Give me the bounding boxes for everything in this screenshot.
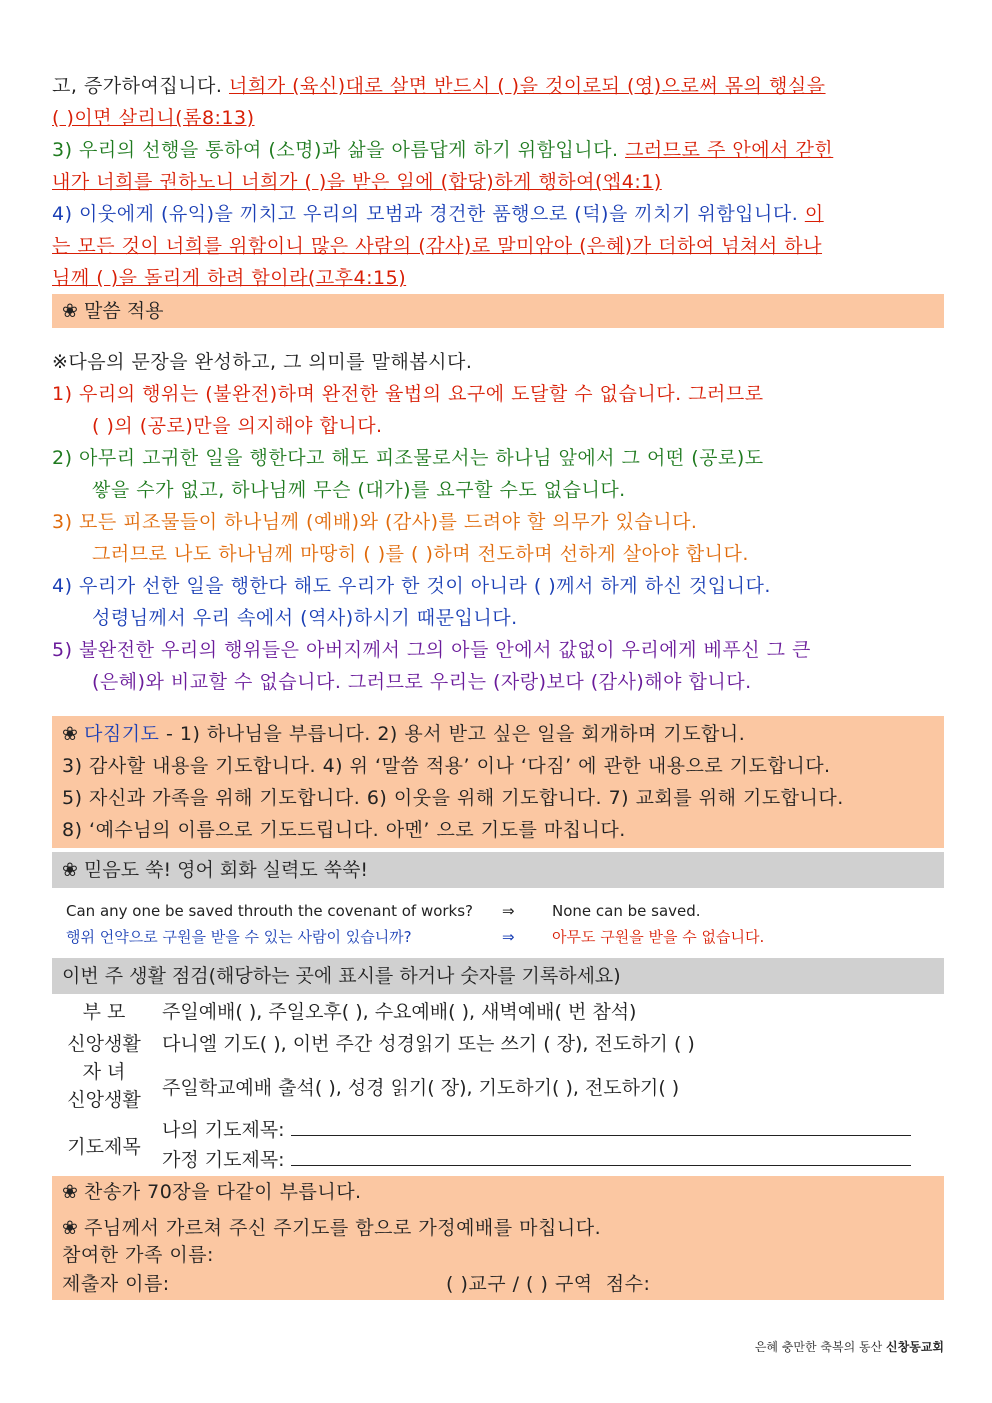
closing-box: [52, 1176, 944, 1300]
lord-prayer-line: ❀ 주님께서 가르쳐 주신 주기도를 함으로 가정예배를 마칩니다.: [62, 1214, 944, 1242]
apply-intro: ※다음의 문장을 완성하고, 그 의미를 말해봅시다.: [52, 351, 473, 373]
scripture-text: 너희가 (육신)대로 살면 반드시 ( )을 것이로되 (영)으로써 몸의 행실을: [229, 75, 826, 97]
check-table: [52, 994, 944, 1176]
district-field: ( )교구 / ( ) 구역: [446, 1273, 593, 1295]
text-line: [52, 230, 944, 262]
text-line: [52, 166, 944, 198]
scripture-text: 그러므로 주 안에서 갇힌: [625, 139, 834, 161]
prayer-line-4: 8) ‘예수님의 이름으로 기도드립니다. 아멘’ 으로 기도를 마칩니다.: [62, 819, 626, 841]
page: [52, 70, 944, 1300]
english-row: [52, 898, 944, 924]
flower-icon: ❀: [62, 1181, 79, 1203]
korean-row: [52, 924, 944, 950]
parents-label: 부 모: [82, 1000, 126, 1023]
apply-item-2-cont: 쌓을 수가 없고, 하나님께 무슨 (대가)를 요구할 수도 없습니다.: [92, 479, 626, 501]
flower-icon: ❀: [62, 859, 78, 881]
english-header: [52, 852, 944, 888]
question-en: Can any one be saved throuth the covenant of works?: [66, 902, 474, 920]
my-prayer-field[interactable]: 나의 기도제목:: [162, 1115, 938, 1145]
question-ko: 행위 언약으로 구원을 받을 수 있는 사람이 있습니까?: [66, 928, 412, 946]
arrow-icon: ⇒: [502, 928, 515, 946]
footer: [755, 1338, 944, 1355]
scripture-text: 는 모든 것이 너희를 위함이니 많은 사람의 (감사)로 말미암아 (은혜)가 더하여 넘쳐서 하나: [52, 235, 823, 257]
apply-item-5: 5) 불완전한 우리의 행위들은 아버지께서 그의 아들 안에서 값없이 우리에게 베푸신 그 큰: [52, 639, 811, 661]
text-line: [52, 198, 944, 230]
text: 3) 우리의 선행을 통하여 (소명)과 삶을 아름답게 하기 위함입니다.: [52, 139, 626, 161]
parents-row-2: 다니엘 기도( ), 이번 주간 성경읽기 또는 쓰기 ( 장), 전도하기 ( ): [162, 1032, 695, 1055]
answer-en: None can be saved.: [552, 902, 701, 920]
pray-label: 기도제목: [67, 1135, 141, 1158]
flower-icon: ❀: [62, 1217, 79, 1239]
children-label: 자 녀 신앙생활: [67, 1061, 141, 1111]
text: 고, 증가하여집니다.: [52, 75, 229, 97]
answer-ko: 아무도 구원을 받을 수 없습니다.: [552, 928, 765, 946]
section-title: 믿음도 쑥! 영어 회화 실력도 쑥쑥!: [84, 859, 369, 881]
apply-header: [52, 294, 944, 328]
text-line: [52, 70, 944, 102]
prayer-line-2: 3) 감사할 내용을 기도합니다. 4) 위 ‘말씀 적용’ 이나 ‘다짐’ 에 관한 내용으로 기도합니다.: [62, 755, 831, 777]
footer-slogan: 은혜 충만한 축복의 동산: [754, 1340, 887, 1354]
parents-label-2: 신앙생활: [67, 1032, 141, 1055]
apply-item-4: 4) 우리가 선한 일을 행한다 해도 우리가 한 것이 아니라 ( )께서 하게 하신 것입니다.: [52, 575, 771, 597]
scripture-text: 내가 너희를 권하노니 너희가 ( )을 받은 일에 (합당)하게 행하여(엡4:1): [52, 171, 662, 193]
scripture-text: ( )이면 살리니(롬8:13): [52, 107, 255, 129]
scripture-text: 님께 ( )을 돌리게 하려 함이라(고후4:15): [52, 267, 407, 289]
apply-item-1-cont: ( )의 (공로)만을 의지해야 합니다.: [92, 415, 383, 437]
flower-icon: ❀: [62, 300, 78, 322]
hymn-line: ❀ 찬송가 70장을 다같이 부릅니다.: [62, 1176, 944, 1208]
family-names: 참여한 가족 이름:: [62, 1244, 214, 1266]
text: - 1) 하나님을 부릅니다. 2) 용서 받고 싶은 일을 회개하며 기도합니.: [159, 723, 746, 745]
text-line: [52, 262, 944, 294]
apply-item-1: 1) 우리의 행위는 (불완전)하며 완전한 율법의 요구에 도달할 수 없습니다. 그러므로: [52, 383, 764, 405]
text-line: [52, 102, 944, 134]
apply-item-5-cont: (은혜)와 비교할 수 없습니다. 그러므로 우리는 (자랑)보다 (감사)해야 합니다.: [92, 671, 752, 693]
apply-item-2: 2) 아무리 고귀한 일을 행한다고 해도 피조물로서는 하나님 앞에서 그 어떤 (공로)도: [52, 447, 764, 469]
church-name: 신창동교회: [886, 1340, 944, 1354]
check-header: 이번 주 생활 점검(해당하는 곳에 표시를 하거나 숫자를 기록하세요): [52, 958, 944, 994]
arrow-icon: ⇒: [502, 902, 515, 920]
score-field: 점수:: [605, 1273, 651, 1295]
parents-row-1: 주일예배( ), 주일오후( ), 수요예배( ), 새벽예배( 번 참석): [162, 1000, 637, 1023]
section-title: 말씀 적용: [84, 300, 164, 322]
pray-fields: [156, 1114, 944, 1176]
apply-item-4-cont: 성령님께서 우리 속에서 (역사)하시기 때문입니다.: [92, 607, 518, 629]
scripture-text: 이: [804, 203, 824, 225]
prayer-line-3: 5) 자신과 가족을 위해 기도합니다. 6) 이웃을 위해 기도합니다. 7) 교회를 위해 기도합니다.: [62, 787, 844, 809]
submitter-line: 제출자 이름: ( )교구 / ( ) 구역 점수:: [62, 1273, 651, 1295]
family-prayer-line: [291, 1147, 911, 1166]
apply-item-3-cont: 그러므로 나도 하나님께 마땅히 ( )를 ( )하며 전도하며 선하게 살아야 합니다.: [92, 543, 749, 565]
family-prayer-field[interactable]: 가정 기도제목:: [162, 1145, 938, 1175]
prayer-box: [52, 716, 944, 848]
my-prayer-line: [291, 1117, 911, 1136]
text-line: [52, 134, 944, 166]
children-row: 주일학교예배 출석( ), 성경 읽기( 장), 기도하기( ), 전도하기( ): [162, 1076, 680, 1099]
apply-item-3: 3) 모든 피조물들이 하나님께 (예배)와 (감사)를 드려야 할 의무가 있습니다.: [52, 511, 698, 533]
text: 4) 이웃에게 (유익)을 끼치고 우리의 모범과 경건한 품행으로 (덕)을 끼치기 위함입니다.: [52, 203, 805, 225]
prayer-title: 다짐기도: [84, 723, 160, 745]
prayer-line-1: [62, 718, 944, 750]
flower-icon: ❀: [62, 723, 79, 745]
